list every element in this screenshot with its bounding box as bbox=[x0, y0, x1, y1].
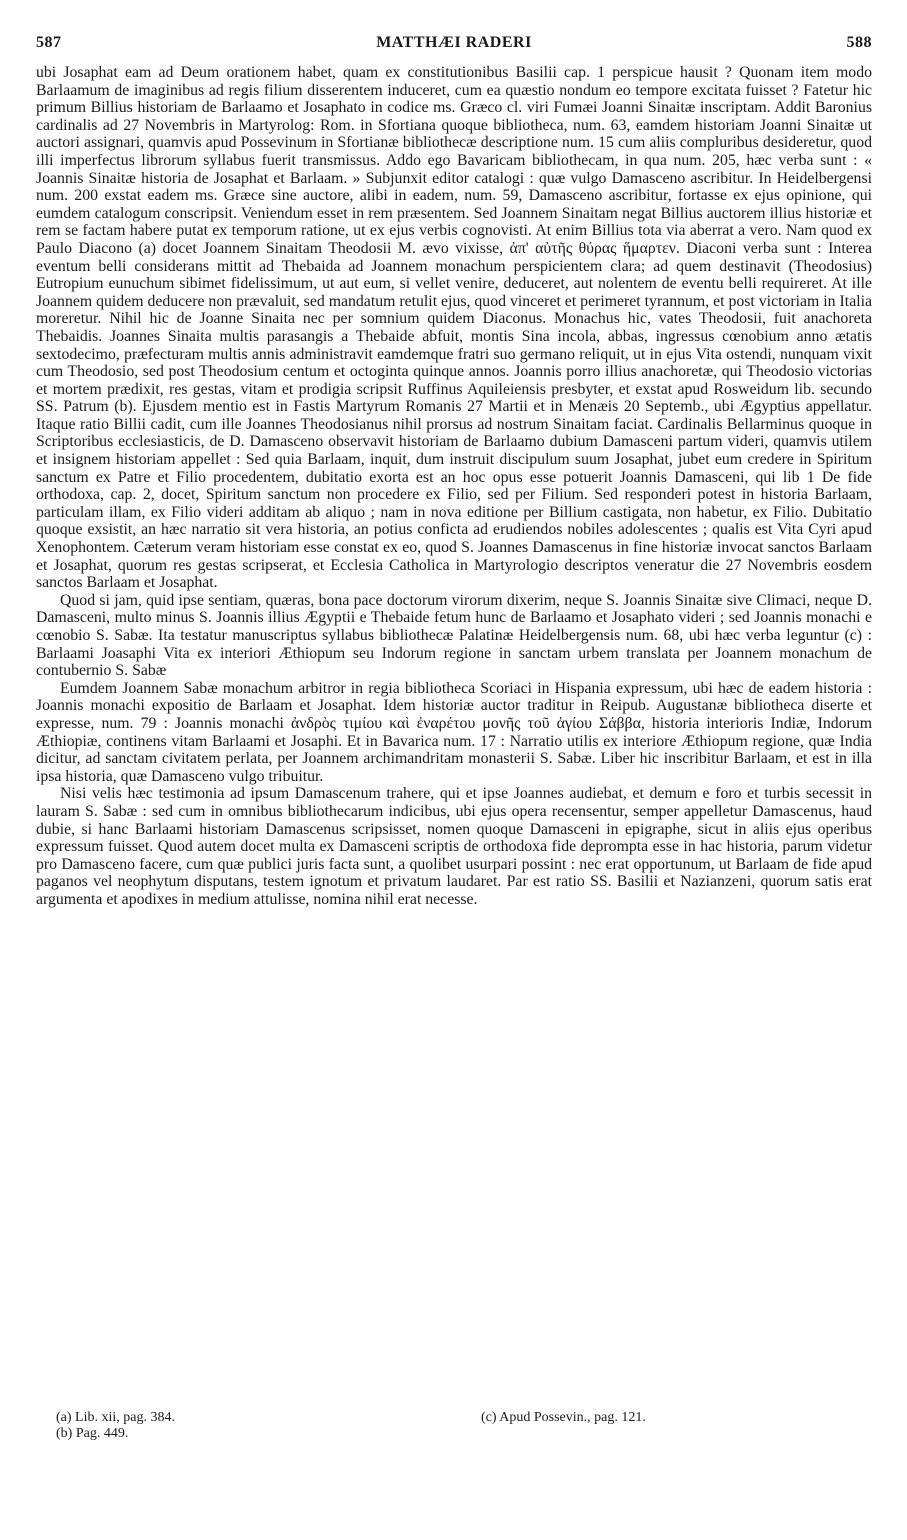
paragraph-4: Nisi velis hæc testimonia ad ipsum Damascenum trahere, qui et ipse Joannes audiebat, et demum e foro et turbis secessit in lauram S. Sabæ : sed cum in omnibus bibliothecarum indicibus, ubi ejus opera recensentur, semper appelletur Damascenus, haud dubie, si hanc Barlaami historiam Damascenus scripsisset, nomen quoque Damasceni in epigraphe, sicut in aliis ejus operibus expressum fuisset. Quod autem docet multa ex Damasceni scriptis de orthodoxa fide deprompta esse in hac historia, parum videtur pro Damasceno facere, cum quæ publici juris facta sunt, a quolibet usurpari possint : nec erat opportunum, ut Barlaam de fide apud paganos vel neophytum disputans, testem ignotum et privatum laudaret. Par est ratio SS. Basilii et Nazianzeni, quorum satis erat argumenta et apodixes in medium attulisse, nomina nihil erat necesse. bbox=[36, 785, 872, 908]
book-page bbox=[36, 34, 872, 909]
page-title: MATTHÆI RADERI bbox=[376, 34, 532, 51]
paragraph-3: Eumdem Joannem Sabæ monachum arbitror in regia bibliotheca Scoriaci in Hispania expressum, ubi hæc de eadem historia : Joannis monachi expositio de Barlaam et Josaphat. Idem historiæ auctor traditur in Reipub. Augustanæ bibliotheca diserte et expresse, num. 79 : Joannis monachi ἀνδρὸς τιμίου καὶ ἐναρέτου μονῆς τοῦ ἁγίου Σάββα, historia interioris Indiæ, Indorum Æthiopiæ, continens vitam Barlaami et Josaphi. Et in Bavarica num. 17 : Narratio utilis ex interiore Æthiopum regione, quæ India dicitur, ad sanctam civitatem perlata, per Joannem archimandritam monasterii S. Sabæ. Liber hic inscribitur Barlaam, et est in illa ipsa historia, quæ Damasceno vulgo tribuitur. bbox=[36, 679, 872, 785]
footnotes-right bbox=[481, 1410, 646, 1426]
paragraph-2: Quod si jam, quid ipse sentiam, quæras, bona pace doctorum virorum dixerim, neque S. Joannis Sinaitæ sive Climaci, neque D. Damasceni, multo minus S. Joannis illius Ægyptii e Thebaide fetum hunc de Barlaamo et Josaphato videri ; sed Joannis monachi e cœnobio S. Sabæ. Ita testatur manuscriptus syllabus bibliothecæ Palatinæ Heidelbergensis num. 68, ubi hæc verba leguntur (c) : Barlaami Joasaphi Vita ex interiori Æthiopum seu Indorum regione in sanctam urbem translata per Joannem monachum de contubernio S. Sabæ bbox=[36, 591, 872, 680]
paragraph-1: ubi Josaphat eam ad Deum orationem habet, quam ex constitutionibus Basilii cap. 1 perspicue hausit ? Quonam item modo Barlaamum de imaginibus ad regis filium disserentem induceret, cum ea quæstio nondum eo tempore excitata fuisset ? Fatetur hic primum Billius historiam de Barlaamo et Josaphato in codice ms. Græco cl. viri Fumæi Joanni Sinaitæ inscriptam. Addit Baronius cardinalis ad 27 Novembris in Martyrolog: Rom. in Sfortiana quoque bibliotheca, num. 63, eamdem historiam Joanni Sinaitæ ut auctori assignari, quamvis apud Possevinum in Sfortianæ bibliothecæ descriptione num. 15 cum aliis compluribus desideretur, quod illi imperfectus librorum syllabus fuerit transmissus. Addo ego Bavaricam bibliothecam, in qua num. 205, hæc verba sunt : « Joannis Sinaitæ historia de Josaphat et Barlaam. » Subjunxit editor catalogi : quæ vulgo Damasceno ascribitur. In Heidelbergensi num. 200 exstat eadem ms. Græce sine auctore, alibi in eadem, num. 59, Damasceno ascribitur, fortasse ex ejus opinione, qui eumdem catalogum conscripsit. Veniendum esset in rem præsentem. Sed Joannem Sinaitam negat Billius auctorem illius historiæ et rem se factam habere putat ex temporum ratione, ut ex ejus verbis cognovisti. At enim Billius tota via aberrat a vero. Nam quod ex Paulo Diacono (a) docet Joannem Sinaitam Theodosii M. ævo vixisse, ἀπ' αὐτῆς θύρας ἥμαρτεν. Diaconi verba sunt : Interea eventum belli considerans mittit ad Thebaida ad Joannem monachum perspicientem clara; ad quem destinavit (Theodosius) Eutropium eunuchum sibimet fidelissimum, ut aut eum, si vellet venire, deduceret, aut nolentem de eventu belli requireret. At ille Joannem quidem deducere non prævaluit, sed mandatum retulit ejus, quod vinceret et perimeret tyrannum, et post victoriam in Italia moreretur. Nihil hic de Joanne Sinaita nec per somnium quidem Diaconus. Monachus hic, vates Theodosii, fuit anachoreta Thebaidis. Joannes Sinaita multis parasangis a Thebaide abfuit, montis Sina incola, abbas, ingressus cœnobium anno ætatis sextodecimo, præfecturam multis annis administravit eamdemque fratri suo germano reliquit, ut in ejus Vita ostendi, nunquam vixit cum Theodosio, sed post Theodosium centum et octoginta quinque annos. Joannis porro illius anachoretæ, qui Theodosio victorias et mortem prædixit, res gestas, vitam et prodigia scripsit Ruffinus Aquileiensis presbyter, et exstat apud Rosweidum lib. secundo SS. Patrum (b). Ejusdem mentio est in Fastis Martyrum Romanis 27 Martii et in Menæis 20 Septemb., ubi Ægyptius appellatur. Itaque ratio Billii cadit, cum ille Joannes Theodosianus nihil prorsus ad nostrum Sinaitam faciat. Cardinalis Bellarminus quoque in Scriptoribus ecclesiasticis, de D. Damasceno observavit historiam de Barlaamo dubium Damasceni partum videri, quamvis utilem et insignem historiam appellet : Sed quia Barlaam, inquit, dum instruit discipulum suum Josaphat, jubet eum credere in Spiritum sanctum ex Patre et Filio procedentem, dubitatio exorta est an hoc opus esse potuerit Joannis Damasceni, qui lib 1 De fide orthodoxa, cap. 2, docet, Spiritum sanctum non procedere ex Filio, sed per Filium. Sed responderi potest in historia Barlaam, particulam illam, ex Filio videri additam ab aliquo ; nam in nova editione per Billium castigata, non habetur, ex Filio. Dubitatio quoque exsistit, an hæc narratio sit vera historia, an potius conficta ad erudiendos nobiles adolescentes ; qualis est Vita Cyri apud Xenophontem. Cæterum veram historiam esse constat ex eo, quod S. Joannes Damascenus in fine historiæ invocat sanctos Barlaam et Josaphat, quorum res gestas scripserat, et Ecclesia Catholica in Martyrologio descriptos veneratur die 27 Novembris eosdem sanctos Barlaam et Josaphat. bbox=[36, 64, 872, 592]
running-header bbox=[36, 34, 872, 58]
footnote-c: (c) Apud Possevin., pag. 121. bbox=[481, 1410, 646, 1425]
footnotes-left bbox=[56, 1410, 175, 1442]
body-text bbox=[36, 64, 872, 909]
page-number-left: 587 bbox=[36, 34, 62, 51]
page-number-right: 588 bbox=[846, 34, 872, 51]
footnote-a: (a) Lib. xii, pag. 384. bbox=[56, 1410, 175, 1425]
footnote-b: (b) Pag. 449. bbox=[56, 1426, 129, 1441]
